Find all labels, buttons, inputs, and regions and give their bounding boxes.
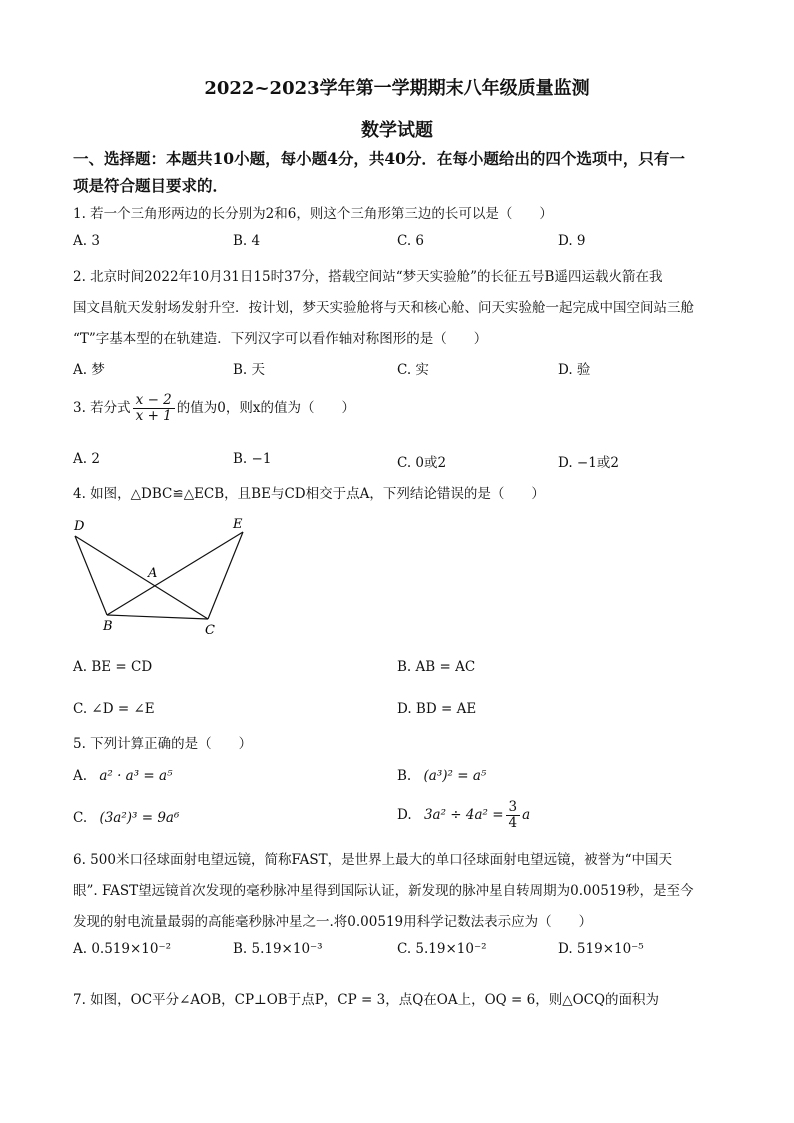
q5-option-b-label: B.: [397, 768, 412, 784]
q4-label-C: C: [205, 623, 215, 638]
q2-option-a: A. 梦: [73, 362, 105, 378]
q3-fraction-numerator: x − 2: [133, 393, 175, 409]
q5-stem: 5. 下列计算正确的是（ ）: [73, 736, 253, 752]
q5-option-a: [73, 768, 173, 784]
q3-fraction: [133, 393, 175, 424]
q3-option-d: D. −1或2: [558, 455, 619, 471]
q4-segment-DC: [75, 536, 208, 619]
q4-option-d: D. BD = AE: [397, 701, 477, 717]
q2-option-d: D. 验: [558, 362, 591, 378]
section-heading-line1: 一、选择题：本题共10小题，每小题4分，共40分．在每小题给出的四个选项中，只有一: [73, 149, 685, 168]
q4-segment-BE: [107, 532, 243, 615]
q3-option-b: B. −1: [233, 451, 272, 467]
q4-segment-DB: [75, 536, 107, 615]
q6-line3: 发现的射电流量最弱的高能毫秒脉冲星之一.将0.00519用科学记数法表示应为（ ）: [73, 914, 593, 930]
q2-option-c: C. 实: [397, 362, 429, 378]
q3-suffix: 的值为0，则x的值为（ ）: [176, 399, 355, 416]
q5-option-c-label: C.: [73, 810, 88, 826]
page-subtitle: 数学试题: [361, 120, 433, 141]
q3-stem: [73, 393, 355, 424]
q6-line1: 6. 500米口径球面射电望远镜，简称FAST，是世界上最大的单口径球面射电望远镜，被誉为“中国天: [73, 852, 673, 868]
q4-segment-CE: [208, 532, 243, 619]
q5-option-d-numerator: 3: [506, 800, 521, 816]
q5-option-d-left: 3a² ÷ 4a² =: [423, 806, 504, 823]
page-title: 2022~2023学年第一学期期末八年级质量监测: [204, 78, 590, 99]
q3-option-a: A. 2: [73, 451, 100, 467]
q5-option-c-expr: (3a²)³ = 9a⁶: [99, 810, 180, 826]
q5-option-d-denominator: 4: [508, 814, 518, 831]
q5-option-d-label: D.: [397, 806, 412, 823]
q6-option-c: C. 5.19×10⁻²: [397, 941, 487, 957]
q6-option-d: D. 519×10⁻⁵: [558, 941, 644, 957]
q3-prefix: 3. 若分式: [73, 399, 131, 416]
q6-option-a: A. 0.519×10⁻²: [73, 941, 172, 957]
q5-option-b: [397, 768, 486, 784]
q2-line2: 国文昌航天发射场发射升空．按计划，梦天实验舱将与天和核心舱、问天实验舱一起完成中国空间站三舱: [73, 300, 694, 316]
q5-option-c: [73, 810, 179, 826]
q4-label-B: B: [103, 619, 113, 634]
q3-fraction-denominator: x + 1: [135, 407, 172, 424]
section-heading-line2: 项是符合题目要求的．: [73, 176, 229, 195]
q2-line1: 2. 北京时间2022年10月31日15时37分，搭载空间站“梦天实验舱”的长征五号B遥四运载火箭在我: [73, 269, 663, 285]
q4-option-a: A. BE = CD: [73, 659, 153, 675]
q4-option-b: B. AB = AC: [397, 659, 476, 675]
q4-option-c: C. ∠D = ∠E: [73, 701, 155, 717]
q5-option-d-fraction: [506, 800, 521, 831]
q5-option-a-expr: a² · a³ = a⁵: [99, 768, 173, 784]
q4-stem: 4. 如图，△DBC≌△ECB，且BE与CD相交于点A，下列结论错误的是（ ）: [73, 486, 545, 502]
q3-option-c: C. 0或2: [397, 455, 447, 471]
q2-option-b: B. 天: [233, 362, 266, 378]
q1-stem: 1. 若一个三角形两边的长分别为2和6，则这个三角形第三边的长可以是（ ）: [73, 206, 553, 222]
q5-option-d-right: a: [522, 806, 531, 823]
q5-option-d: [397, 800, 530, 831]
q6-option-b: B. 5.19×10⁻³: [233, 941, 323, 957]
q4-label-D: D: [74, 519, 85, 534]
q1-option-d: D. 9: [558, 233, 586, 249]
q4-segment-BC: [107, 615, 208, 619]
q7-stem: 7. 如图，OC平分∠AOB，CP⊥OB于点P，CP = 3，点Q在OA上，OQ = 6，则△OCQ的面积为: [73, 992, 660, 1008]
q4-figure: [70, 512, 260, 642]
q2-line3: “T”字基本型的在轨建造．下列汉字可以看作轴对称图形的是（ ）: [73, 331, 488, 347]
q4-label-A: A: [148, 566, 158, 581]
q1-option-b: B. 4: [233, 233, 261, 249]
q4-label-E: E: [233, 517, 243, 532]
q1-option-c: C. 6: [397, 233, 425, 249]
q5-option-b-expr: (a³)² = a⁵: [423, 768, 487, 784]
q1-option-a: A. 3: [73, 233, 100, 249]
q6-line2: 眼”. FAST望远镜首次发现的毫秒脉冲星得到国际认证，新发现的脉冲星自转周期为0.00519秒，是至今: [73, 883, 694, 899]
q5-option-a-label: A.: [73, 768, 88, 784]
